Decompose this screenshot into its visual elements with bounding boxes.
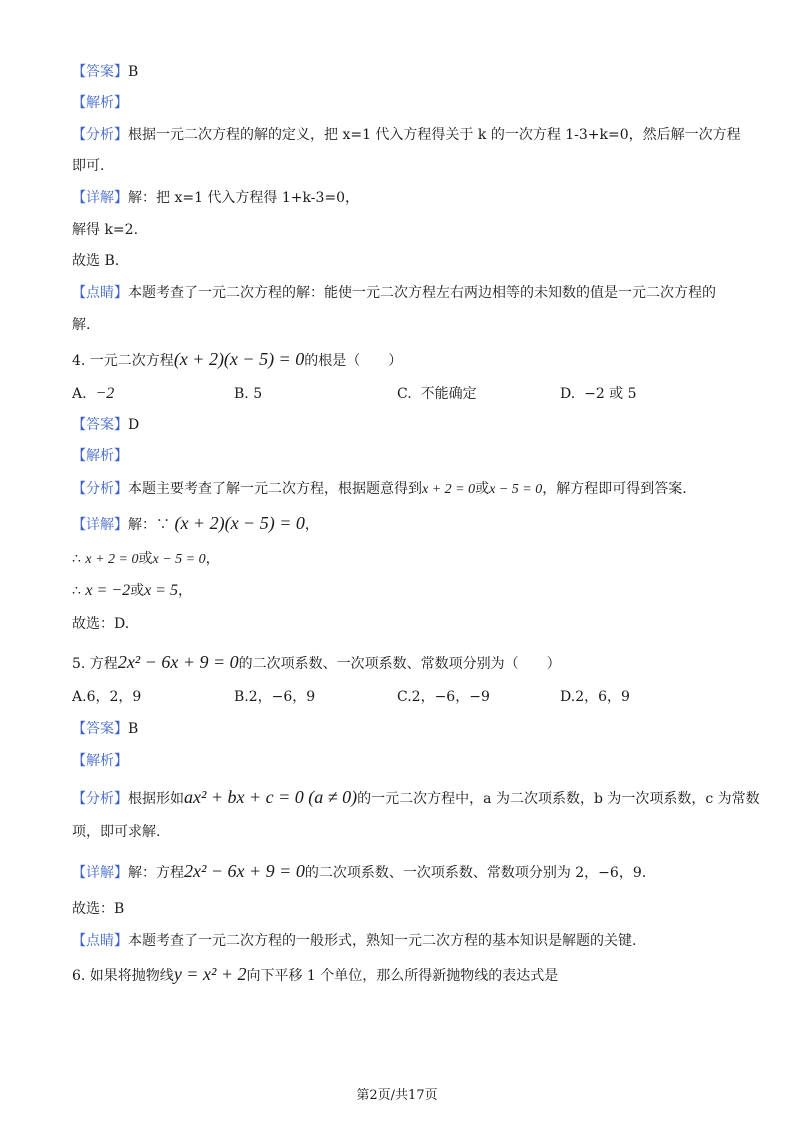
q4-answer-line <box>72 415 139 435</box>
comment-text: 本题考查了一元二次方程的解：能使一元二次方程左右两边相等的未知数的值是一元二次方程的 <box>128 285 716 301</box>
q5-stem-suffix: 的二次项系数、一次项系数、常数项分别为（ ） <box>238 656 561 672</box>
q3-analysis-heading <box>72 93 128 113</box>
answer-tag: 【答案】 <box>72 417 128 433</box>
detail-text: 解：把 x=1 代入方程得 1+k-3=0， <box>128 190 360 206</box>
q6-stem-prefix: 6. 如果将抛物线 <box>72 968 174 984</box>
detail-comma: ， <box>304 517 319 533</box>
option-text: 2，−6，9 <box>248 689 316 705</box>
step-eq-1: x = −2 <box>85 582 131 599</box>
conclusion-text: 故选：B <box>72 901 125 917</box>
step-end: ， <box>205 551 220 567</box>
q3-fenxi-line-2 <box>72 156 104 176</box>
step-eq-2: x = 5 <box>144 582 178 599</box>
q3-fenxi-line-1 <box>72 125 741 145</box>
q4-option-c <box>397 384 477 404</box>
q4-stem-suffix: 的根是（ ） <box>304 353 403 369</box>
q4-option-b <box>234 384 262 404</box>
answer-tag: 【答案】 <box>72 64 128 80</box>
step-eq-2: x − 5 = 0 <box>152 552 206 567</box>
fenxi-text: 根据一元二次方程的解的定义，把 x=1 代入方程得关于 k 的一次方程 1-3+k=0，然后解一次方程 <box>128 127 741 143</box>
q5-detail-line <box>72 861 646 883</box>
q5-option-b <box>234 687 315 707</box>
q3-comment-line-1 <box>72 283 716 303</box>
q5-option-d <box>560 687 630 707</box>
detail-text-end: 的二次项系数、一次项系数、常数项分别为 2，−6，9. <box>304 865 647 881</box>
option-text: 2，−6，−9 <box>411 689 490 705</box>
comment-tag: 【点睛】 <box>72 933 128 949</box>
option-letter: A. <box>72 689 87 705</box>
q5-stem-prefix: 5. 方程 <box>72 656 118 672</box>
q4-stem-equation: (x + 2)(x − 5) = 0 <box>173 349 305 369</box>
option-letter: B. <box>234 689 249 705</box>
fenxi-or: 或 <box>475 481 490 497</box>
q6-stem-equation: y = x² + 2 <box>173 964 247 984</box>
step-or: 或 <box>130 583 145 599</box>
fenxi-tag: 【分析】 <box>72 791 128 807</box>
q5-option-c <box>397 687 490 707</box>
q4-option-a <box>72 384 114 404</box>
option-text: −2 或 5 <box>584 386 637 402</box>
therefore-symbol: ∴ <box>72 551 81 567</box>
analysis-tag: 【解析】 <box>72 95 128 111</box>
fenxi-text-end: 的一元二次方程中，a 为二次项系数，b 为一次项系数，c 为常数 <box>357 791 760 807</box>
option-text: −2 <box>95 385 115 402</box>
conclusion-text: 故选 B. <box>72 253 120 269</box>
step-end: ， <box>177 583 192 599</box>
q4-options <box>72 384 722 404</box>
q5-options <box>72 687 722 707</box>
q4-detail-line <box>72 513 319 535</box>
detail-text-continued: 解得 k=2. <box>72 222 139 238</box>
detail-text: 解：方程 <box>128 865 184 881</box>
option-letter: D. <box>560 386 576 402</box>
comment-text: 本题考查了一元二次方程的一般形式，熟知一元二次方程的基本知识是解题的关键. <box>128 933 637 949</box>
detail-equation: 2x² − 6x + 9 = 0 <box>184 861 305 881</box>
fenxi-tag: 【分析】 <box>72 127 128 143</box>
q3-comment-line-2 <box>72 315 90 335</box>
page-number: 第2页/共17页 <box>356 1088 438 1103</box>
fenxi-text-continued: 即可. <box>72 158 105 174</box>
answer-value: B <box>128 721 139 737</box>
q4-analysis-heading <box>72 446 128 466</box>
option-letter: C. <box>397 689 412 705</box>
option-letter: C. <box>397 386 412 402</box>
q5-option-a <box>72 687 141 707</box>
comment-text-continued: 解. <box>72 317 91 333</box>
fenxi-tag: 【分析】 <box>72 481 128 497</box>
q3-conclusion <box>72 251 119 271</box>
q4-stem <box>72 349 402 371</box>
option-letter: A. <box>72 386 87 402</box>
because-symbol: ∵ <box>156 517 170 533</box>
q3-detail-line-2 <box>72 220 138 240</box>
q5-analysis-heading <box>72 751 128 771</box>
step-eq-1: x + 2 = 0 <box>85 552 139 567</box>
therefore-symbol: ∴ <box>72 583 81 599</box>
fenxi-eq-2: x − 5 = 0 <box>489 482 543 497</box>
fenxi-eq-1: x + 2 = 0 <box>422 482 476 497</box>
option-text: 5 <box>253 386 263 402</box>
q5-comment-line <box>72 931 636 951</box>
detail-tag: 【详解】 <box>72 190 128 206</box>
q5-stem <box>72 652 561 674</box>
q3-detail-line-1 <box>72 188 359 208</box>
page-footer <box>0 1087 794 1105</box>
fenxi-text: 根据形如 <box>128 791 184 807</box>
q5-conclusion <box>72 899 124 919</box>
q5-fenxi-line-2 <box>72 822 160 842</box>
conclusion-text: 故选：D. <box>72 616 130 632</box>
fenxi-text: 本题主要考查了解一元二次方程，根据题意得到 <box>128 481 422 497</box>
fenxi-equation: ax² + bx + c = 0 (a ≠ 0) <box>184 787 358 807</box>
q4-step-1 <box>72 549 220 570</box>
q3-answer-line <box>72 62 138 82</box>
q6-stem-suffix: 向下平移 1 个单位，那么所得新抛物线的表达式是 <box>246 968 559 984</box>
fenxi-text-end: ，解方程即可得到答案. <box>542 481 687 497</box>
q4-conclusion <box>72 614 129 634</box>
comment-tag: 【点睛】 <box>72 285 128 301</box>
option-text: 6，2，9 <box>86 689 142 705</box>
q6-stem <box>72 964 558 986</box>
option-text: 不能确定 <box>420 386 477 402</box>
detail-tag: 【详解】 <box>72 517 128 533</box>
q5-stem-equation: 2x² − 6x + 9 = 0 <box>117 652 239 672</box>
detail-equation: (x + 2)(x − 5) = 0 <box>174 513 305 533</box>
answer-value: D <box>128 417 140 433</box>
answer-value: B <box>128 64 139 80</box>
option-letter: D. <box>560 689 576 705</box>
q5-answer-line <box>72 719 138 739</box>
detail-tag: 【详解】 <box>72 865 128 881</box>
q4-stem-prefix: 4. 一元二次方程 <box>72 353 174 369</box>
detail-text: 解： <box>128 517 156 533</box>
q4-step-2 <box>72 581 192 601</box>
q5-fenxi-line-1 <box>72 787 760 809</box>
q4-option-d <box>560 384 637 404</box>
answer-tag: 【答案】 <box>72 721 128 737</box>
option-text: 2，6，9 <box>575 689 630 705</box>
analysis-tag: 【解析】 <box>72 753 128 769</box>
q4-fenxi-line <box>72 479 687 500</box>
fenxi-text-continued: 项，即可求解. <box>72 824 161 840</box>
step-or: 或 <box>138 551 153 567</box>
analysis-tag: 【解析】 <box>72 448 128 464</box>
option-letter: B. <box>234 386 249 402</box>
